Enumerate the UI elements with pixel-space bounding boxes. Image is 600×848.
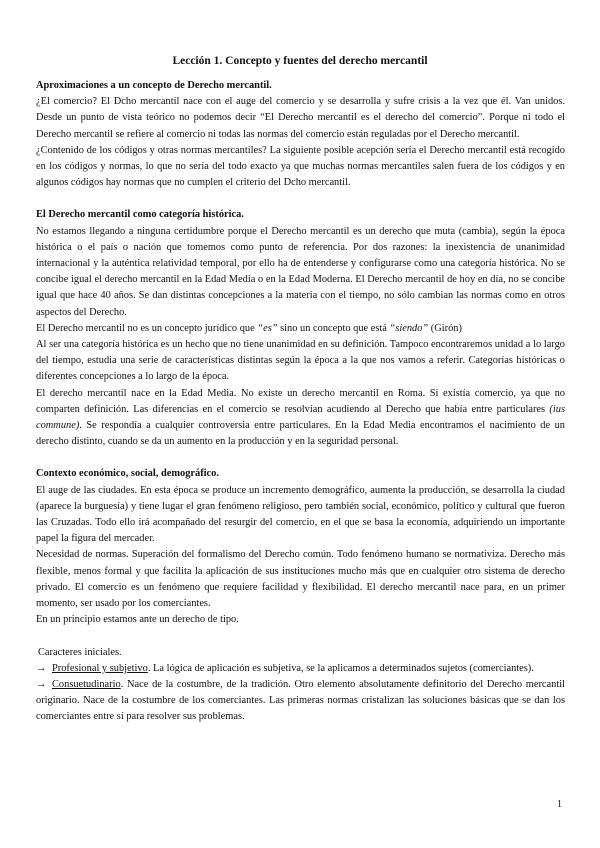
italic-run: “siendo”: [389, 322, 429, 334]
spacer: [36, 191, 565, 207]
section-heading: El Derecho mercantil como categoría histórica.: [36, 209, 244, 221]
list-item: [36, 677, 565, 726]
page-title: Lección 1. Concepto y fuentes del derecho mercantil: [172, 55, 428, 67]
text-run: (Girón): [428, 322, 462, 334]
arrow-icon: →: [36, 678, 47, 690]
italic-run: “es”: [257, 322, 278, 334]
paragraph: [36, 386, 565, 451]
text-run: El derecho mercantil nace en la Edad Media. No existe un derecho mercantil en Roma. Si existía comercio, ya que no comparten definición. Las diferencias en el comercio se resolvían acudiendo al Derecho que había entre particulares: [36, 387, 565, 415]
section-heading: Aproximaciones a un concepto de Derecho mercantil.: [36, 80, 272, 91]
paragraph: ¿Contenido de los códigos y otras normas mercantiles? La siguiente posible acepción sería el Derecho mercantil está recogido en los códigos y normas, lo que no sería del todo exacto ya que muchas normas mercantiles salen fuera de los códigos y en algunos códigos hay normas que no cumplen el criterio del Dcho mercantil.: [36, 144, 565, 189]
list-item-term: Profesional y subjetivo: [52, 662, 148, 674]
spacer: [36, 450, 565, 466]
paragraph: En un principio estamos ante un derecho de tipo.: [36, 614, 239, 626]
section-heading: Contexto económico, social, demográfico.: [36, 468, 219, 480]
list-item: [36, 661, 565, 677]
paragraph: Al ser una categoría histórica es un hecho que no tiene unanimidad en su definición. Tampoco encontraremos unidad a lo largo del tiempo, estudia una serie de características distintas según la época a la que nos vamos a referir. Categorías históricas o diferentes concepciones a lo largo de la época.: [36, 339, 565, 383]
paragraph: No estamos llegando a ninguna certidumbre porque el Derecho mercantil es un derecho que muta (cambia), según la época histórica o el país o nación que tomemos como punto de referencia. Por dos razones: la inexistencia de unanimidad internacional y la auténtica relatividad temporal, por ello ha de entenderse y configurarse como una categoría histórica. No se concibe igual el derecho mercantil en la Edad Media o en la Edad Moderna. El Derecho mercantil de hoy en día, no se concibe igual que hace 40 años. Se dan distintas concepciones a la materia con el tiempo, no sólo cambian las normas como en otros aspectos del Derecho.: [36, 225, 565, 318]
list-heading: Caracteres iniciales.: [38, 646, 122, 658]
paragraph: Necesidad de normas. Superación del formalismo del Derecho común. Todo fenómeno humano se normativiza. Derecho más flexible, menos formal y que facilita la aplicación de sus instituciones mucho más que en cualquier otro sistema de derecho privado. El comercio es un fenómeno que requiere facilidad y flexibilidad. El derecho mercantil nace para, en un primer momento, ser usado por los comerciantes.: [36, 549, 565, 610]
list-item-term: Consuetudinario: [52, 678, 121, 690]
text-run: . Se respondía a cualquier controversia entre particulares. En la Edad Media encontramos el nacimiento de un derecho distinto, cuando se da un aumento en la producción y en la seguridad personal.: [36, 420, 565, 448]
arrow-icon: →: [36, 662, 47, 674]
list-item-text: . Nace de la costumbre, de la tradición. Otro elemento absolutamente definitorio del Derecho mercantil originario. Nace de la costumbre de los comerciantes. Las primeras normas cristalizan las soluciones básicas que se dan los comerciantes entre sí para resolver sus problemas.: [36, 678, 565, 723]
text-run: sino un concepto que está: [277, 322, 390, 334]
list-item-text: . La lógica de aplicación es subjetiva, se la aplicamos a determinados sujetos (comerciantes).: [147, 662, 534, 674]
text-run: El Derecho mercantil no es un concepto jurídico que: [36, 322, 258, 334]
spacer: [36, 629, 565, 645]
italic-run: (ius commune): [36, 403, 565, 432]
page-number: 1: [557, 799, 562, 810]
paragraph: El auge de las ciudades. En esta época se produce un incremento demográfico, aumenta la producción, se desarrolla la ciudad (aparece la burguesía) y tiene lugar el gran fenómeno religioso, pero también social, económico, político y cultural que fueron las Cruzadas. Todo ello irá acompañado del resurgir del comercio, en el que se basa la economía, adquiriendo un importante papel la figura del mercader.: [36, 484, 565, 545]
paragraph: ¿El comercio? El Dcho mercantil nace con el auge del comercio y se desarrolla y sufre crisis a la vez que él. Van unidos. Desde un punto de vista teórico no podemos decir “El Derecho mercantil es el derecho del comercio”. Porque ni todo el Derecho mercantil se refiere al comercio ni todas las normas del comercio están reguladas por el Derecho mercantil.: [36, 96, 565, 140]
document-body: [36, 78, 565, 726]
paragraph: [36, 321, 565, 337]
